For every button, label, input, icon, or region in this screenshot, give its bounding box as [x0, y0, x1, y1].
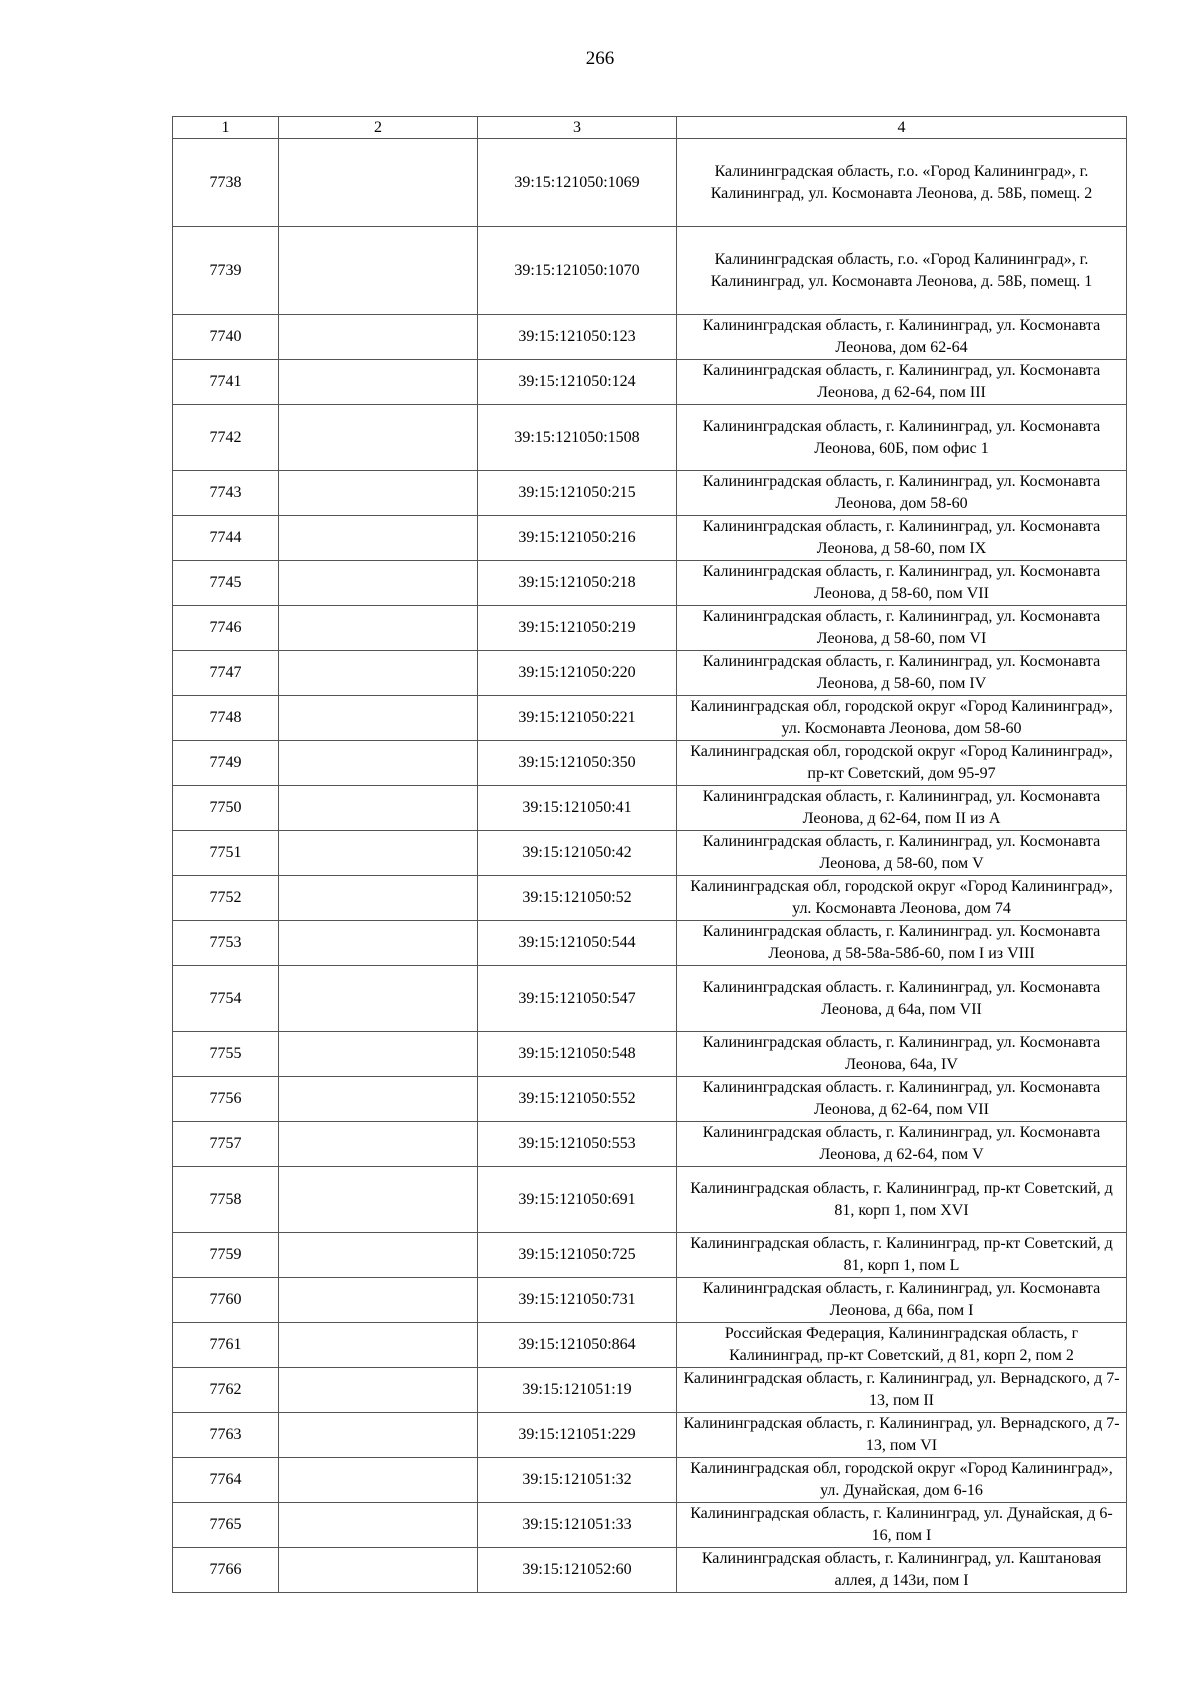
address-cell: Калининградская область. г. Калининград, ул. Космонавта Леонова, д 62-64, пом VII — [677, 1077, 1127, 1122]
owner-cell — [279, 1077, 478, 1122]
cadastral-number-cell: 39:15:121050:547 — [478, 966, 677, 1032]
row-number-cell: 7765 — [173, 1503, 279, 1548]
address-cell: Калининградская обл, городской округ «Город Калининград», ул. Космонавта Леонова, дом 74 — [677, 876, 1127, 921]
cadastral-number-cell: 39:15:121050:691 — [478, 1167, 677, 1233]
address-cell: Калининградская обл, городской округ «Город Калининград», ул. Космонавта Леонова, дом 58-60 — [677, 696, 1127, 741]
cadastral-number-cell: 39:15:121050:218 — [478, 561, 677, 606]
address-cell: Калининградская область, г. Калининград, ул. Космонавта Леонова, д 58-60, пом VII — [677, 561, 1127, 606]
owner-cell — [279, 1503, 478, 1548]
row-number-cell: 7747 — [173, 651, 279, 696]
address-cell: Калининградская область, г. Калининград, ул. Космонавта Леонова, д 66а, пом I — [677, 1278, 1127, 1323]
cadastral-number-cell: 39:15:121050:123 — [478, 315, 677, 360]
address-cell: Калининградская область, г. Калининград, ул. Космонавта Леонова, д 58-60, пом VI — [677, 606, 1127, 651]
owner-cell — [279, 1278, 478, 1323]
owner-cell — [279, 651, 478, 696]
address-cell: Калининградская область. г. Калининград, ул. Космонавта Леонова, д 64а, пом VII — [677, 966, 1127, 1032]
owner-cell — [279, 516, 478, 561]
address-cell: Калининградская обл, городской округ «Город Калининград», ул. Дунайская, дом 6-16 — [677, 1458, 1127, 1503]
row-number-cell: 7744 — [173, 516, 279, 561]
owner-cell — [279, 831, 478, 876]
address-cell: Калининградская область, г. Калининград, ул. Космонавта Леонова, д 62-64, пом III — [677, 360, 1127, 405]
table-row — [173, 1032, 1127, 1077]
address-cell: Калининградская область, г. Калининград, пр-кт Советский, д 81, корп 1, пом L — [677, 1233, 1127, 1278]
row-number-cell: 7739 — [173, 227, 279, 315]
column-header-2: 2 — [279, 117, 478, 139]
owner-cell — [279, 227, 478, 315]
address-cell: Калининградская область, г. Калининград, ул. Космонавта Леонова, дом 58-60 — [677, 471, 1127, 516]
table-body — [173, 139, 1127, 1593]
column-header-4: 4 — [677, 117, 1127, 139]
owner-cell — [279, 741, 478, 786]
owner-cell — [279, 1368, 478, 1413]
cadastral-number-cell: 39:15:121051:19 — [478, 1368, 677, 1413]
row-number-cell: 7743 — [173, 471, 279, 516]
cadastral-number-cell: 39:15:121050:1508 — [478, 405, 677, 471]
cadastral-number-cell: 39:15:121050:52 — [478, 876, 677, 921]
owner-cell — [279, 139, 478, 227]
table-row — [173, 1503, 1127, 1548]
table-row — [173, 315, 1127, 360]
column-header-1: 1 — [173, 117, 279, 139]
address-cell: Калининградская область, г. Калининград, ул. Космонавта Леонова, 60Б, пом офис 1 — [677, 405, 1127, 471]
table-header — [173, 117, 1127, 139]
table-row — [173, 1122, 1127, 1167]
owner-cell — [279, 786, 478, 831]
owner-cell — [279, 1167, 478, 1233]
cadastral-number-cell: 39:15:121050:1069 — [478, 139, 677, 227]
table-row — [173, 1167, 1127, 1233]
row-number-cell: 7755 — [173, 1032, 279, 1077]
address-cell: Калининградская область, г. Калининград, ул. Вернадского, д 7-13, пом II — [677, 1368, 1127, 1413]
header-row — [173, 117, 1127, 139]
column-header-3: 3 — [478, 117, 677, 139]
cadastral-number-cell: 39:15:121050:1070 — [478, 227, 677, 315]
address-cell: Калининградская область, г. Калининград, ул. Космонавта Леонова, д 58-60, пом IX — [677, 516, 1127, 561]
address-cell: Калининградская область, г. Калининград, ул. Дунайская, д 6-16, пом I — [677, 1503, 1127, 1548]
row-number-cell: 7753 — [173, 921, 279, 966]
cadastral-number-cell: 39:15:121050:544 — [478, 921, 677, 966]
cadastral-number-cell: 39:15:121050:219 — [478, 606, 677, 651]
registry-table — [172, 116, 1127, 1593]
row-number-cell: 7750 — [173, 786, 279, 831]
table-row — [173, 1077, 1127, 1122]
row-number-cell: 7749 — [173, 741, 279, 786]
address-cell: Калининградская область, г. Калининград, пр-кт Советский, д 81, корп 1, пом XVI — [677, 1167, 1127, 1233]
owner-cell — [279, 696, 478, 741]
owner-cell — [279, 921, 478, 966]
address-cell: Калининградская обл, городской округ «Город Калининград», пр-кт Советский, дом 95-97 — [677, 741, 1127, 786]
table-row — [173, 360, 1127, 405]
row-number-cell: 7756 — [173, 1077, 279, 1122]
row-number-cell: 7766 — [173, 1548, 279, 1593]
row-number-cell: 7757 — [173, 1122, 279, 1167]
row-number-cell: 7763 — [173, 1413, 279, 1458]
table-row — [173, 696, 1127, 741]
cadastral-number-cell: 39:15:121050:124 — [478, 360, 677, 405]
table-row — [173, 1233, 1127, 1278]
table-row — [173, 966, 1127, 1032]
cadastral-number-cell: 39:15:121051:229 — [478, 1413, 677, 1458]
cadastral-number-cell: 39:15:121052:60 — [478, 1548, 677, 1593]
address-cell: Калининградская область, г. Калининград, ул. Космонавта Леонова, дом 62-64 — [677, 315, 1127, 360]
address-cell: Калининградская область, г. Калининград, ул. Вернадского, д 7-13, пом VI — [677, 1413, 1127, 1458]
table-row — [173, 786, 1127, 831]
row-number-cell: 7764 — [173, 1458, 279, 1503]
address-cell: Российская Федерация, Калининградская область, г Калининград, пр-кт Советский, д 81, корп 2, пом 2 — [677, 1323, 1127, 1368]
cadastral-number-cell: 39:15:121051:32 — [478, 1458, 677, 1503]
owner-cell — [279, 876, 478, 921]
row-number-cell: 7761 — [173, 1323, 279, 1368]
owner-cell — [279, 561, 478, 606]
table-row — [173, 606, 1127, 651]
cadastral-number-cell: 39:15:121050:548 — [478, 1032, 677, 1077]
cadastral-number-cell: 39:15:121050:725 — [478, 1233, 677, 1278]
row-number-cell: 7760 — [173, 1278, 279, 1323]
table-row — [173, 1323, 1127, 1368]
page-number: 266 — [585, 48, 615, 69]
table-row — [173, 1458, 1127, 1503]
row-number-cell: 7745 — [173, 561, 279, 606]
table-row — [173, 516, 1127, 561]
table-row — [173, 876, 1127, 921]
cadastral-number-cell: 39:15:121050:42 — [478, 831, 677, 876]
cadastral-number-cell: 39:15:121050:350 — [478, 741, 677, 786]
table-row — [173, 741, 1127, 786]
address-cell: Калининградская область, г. Калининград, ул. Космонавта Леонова, 64а, IV — [677, 1032, 1127, 1077]
owner-cell — [279, 471, 478, 516]
table-row — [173, 831, 1127, 876]
address-cell: Калининградская область, г.о. «Город Калининград», г. Калининград, ул. Космонавта Леонова, д. 58Б, помещ. 2 — [677, 139, 1127, 227]
address-cell: Калининградская область, г. Калининград. ул. Космонавта Леонова, д 58-58а-58б-60, пом I из VIII — [677, 921, 1127, 966]
table-row — [173, 651, 1127, 696]
owner-cell — [279, 1548, 478, 1593]
owner-cell — [279, 1323, 478, 1368]
owner-cell — [279, 1122, 478, 1167]
owner-cell — [279, 1413, 478, 1458]
row-number-cell: 7746 — [173, 606, 279, 651]
address-cell: Калининградская область, г. Калининград, ул. Космонавта Леонова, д 62-64, пом V — [677, 1122, 1127, 1167]
row-number-cell: 7751 — [173, 831, 279, 876]
cadastral-number-cell: 39:15:121050:215 — [478, 471, 677, 516]
row-number-cell: 7740 — [173, 315, 279, 360]
cadastral-number-cell: 39:15:121050:864 — [478, 1323, 677, 1368]
owner-cell — [279, 966, 478, 1032]
address-cell: Калининградская область, г. Калининград, ул. Космонавта Леонова, д 62-64, пом II из А — [677, 786, 1127, 831]
owner-cell — [279, 1233, 478, 1278]
table-row — [173, 561, 1127, 606]
cadastral-number-cell: 39:15:121050:216 — [478, 516, 677, 561]
cadastral-number-cell: 39:15:121050:220 — [478, 651, 677, 696]
table-row — [173, 1548, 1127, 1593]
row-number-cell: 7752 — [173, 876, 279, 921]
row-number-cell: 7741 — [173, 360, 279, 405]
table-row — [173, 1368, 1127, 1413]
owner-cell — [279, 315, 478, 360]
owner-cell — [279, 405, 478, 471]
table-row — [173, 1278, 1127, 1323]
cadastral-number-cell: 39:15:121050:552 — [478, 1077, 677, 1122]
table-row — [173, 471, 1127, 516]
cadastral-number-cell: 39:15:121051:33 — [478, 1503, 677, 1548]
cadastral-number-cell: 39:15:121050:221 — [478, 696, 677, 741]
table-row — [173, 227, 1127, 315]
table-row — [173, 405, 1127, 471]
row-number-cell: 7759 — [173, 1233, 279, 1278]
address-cell: Калининградская область, г. Калининград, ул. Космонавта Леонова, д 58-60, пом IV — [677, 651, 1127, 696]
cadastral-number-cell: 39:15:121050:553 — [478, 1122, 677, 1167]
row-number-cell: 7758 — [173, 1167, 279, 1233]
row-number-cell: 7748 — [173, 696, 279, 741]
table-row — [173, 1413, 1127, 1458]
table-row — [173, 921, 1127, 966]
owner-cell — [279, 1458, 478, 1503]
row-number-cell: 7754 — [173, 966, 279, 1032]
address-cell: Калининградская область, г.о. «Город Калининград», г. Калининград, ул. Космонавта Леонова, д. 58Б, помещ. 1 — [677, 227, 1127, 315]
row-number-cell: 7742 — [173, 405, 279, 471]
owner-cell — [279, 606, 478, 651]
row-number-cell: 7738 — [173, 139, 279, 227]
table-row — [173, 139, 1127, 227]
row-number-cell: 7762 — [173, 1368, 279, 1413]
address-cell: Калининградская область, г. Калининград, ул. Каштановая аллея, д 143и, пом I — [677, 1548, 1127, 1593]
address-cell: Калининградская область, г. Калининград, ул. Космонавта Леонова, д 58-60, пом V — [677, 831, 1127, 876]
owner-cell — [279, 1032, 478, 1077]
owner-cell — [279, 360, 478, 405]
cadastral-number-cell: 39:15:121050:41 — [478, 786, 677, 831]
cadastral-number-cell: 39:15:121050:731 — [478, 1278, 677, 1323]
